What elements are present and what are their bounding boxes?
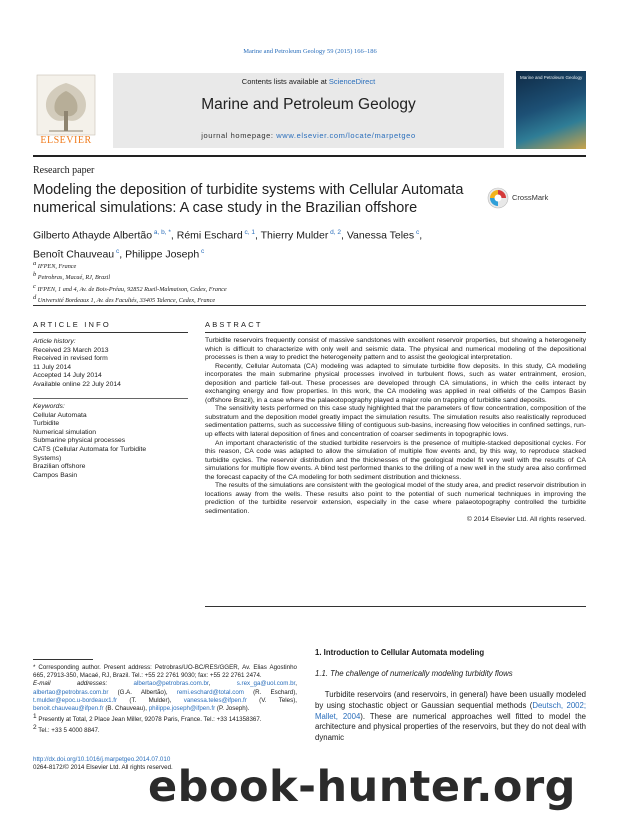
journal-reference[interactable]: Marine and Petroleum Geology 59 (2015) 166–186 [243, 48, 377, 55]
author-separator: , [254, 229, 261, 242]
author-affiliation-mark[interactable]: d, 2 [328, 229, 341, 236]
history-list [33, 347, 188, 390]
journal-title: Marine and Petroleum Geology [201, 96, 416, 113]
history-item: Available online 22 July 2014 [33, 380, 121, 388]
keyword-item: Brazilian offshore [33, 463, 86, 471]
keyword-item: Systems) [33, 454, 62, 462]
citation-link[interactable]: Deutsch, 2002; Mallet, 2004 [315, 700, 586, 721]
email-addresses [33, 680, 297, 713]
email-link[interactable]: benoit.chauveau@ifpen.fr [33, 705, 104, 713]
paper-type: Research paper [33, 165, 95, 176]
abstract-paragraphs [205, 337, 586, 516]
author-name[interactable]: Gilberto Athayde Albertão [33, 229, 153, 242]
affiliation-text: Petrobras, Macaé, RJ, Brazil [36, 274, 111, 282]
email-owner: (P. Joseph). [215, 705, 250, 713]
homepage-link[interactable]: www.elsevier.com/locate/marpetgeo [276, 131, 416, 140]
footnote-1: $^1$ Presently at Total, 2 Place Jean Miller, 92078 Paris, France. Tel.: +33 141358367. [33, 713, 262, 724]
crossmark-badge[interactable] [487, 187, 587, 209]
author-name[interactable]: Benoît Chauveau [33, 248, 115, 260]
author-name[interactable]: Thierry Mulder [260, 229, 329, 242]
article-info-heading: ARTICLE INFO [33, 320, 111, 329]
intro-text-before: Turbidite reservoirs (and reservoirs, in general) have been usually modeled by using stochastic object or Gaussian sequential methods ( [315, 690, 586, 710]
footnote-1-text: Presently at Total, 2 Place Jean Miller, 92078 Paris, France. Tel.: +33 141358367. [38, 716, 262, 724]
email-owner: , [208, 680, 237, 688]
email-link[interactable]: t.mulder@epoc.u-bordeaux1.fr [33, 696, 118, 704]
homepage-prefix: journal homepage: [201, 131, 277, 140]
author-affiliation-mark[interactable]: c [114, 247, 120, 255]
affiliation-mark: a [33, 260, 37, 267]
abstract-body [205, 337, 586, 525]
affiliation-item [33, 283, 586, 294]
author-affiliation-mark[interactable]: c [414, 229, 420, 236]
affiliation-mark: b [33, 271, 37, 279]
email-link[interactable]: vanessa.teles@ifpen.fr [183, 696, 247, 704]
author-list [33, 225, 586, 262]
author-name[interactable]: Rémi Eschard [176, 229, 243, 242]
abstract-paragraph: The sensitivity tests performed on this case study highlighted that the parameters of flow concentration, composition of the substratum and the deposition model greatly impact the simulation results. The simulation results also realistically reproduced sedimentation patterns, such as successive filling of contiguous sub-basins, increasing flow velocities in confined settings, run-up effects with lateral deposition of fines and concentration of coarser sediments in topographic lows. [205, 405, 586, 439]
keyword-item: Cellular Automata [33, 411, 87, 419]
crossmark-label: CrossMark [512, 193, 549, 202]
abstract-heading: ABSTRACT [205, 320, 263, 329]
intro-paragraph [315, 690, 586, 744]
affiliation-text: Université Bordeaux 1, Av. des Facultés, 33405 Talence, Cedex, France [36, 297, 216, 305]
affiliation-item [33, 260, 586, 271]
affiliation-item [33, 271, 586, 282]
intro-text-after: ). These are numerical approaches well fitted to model the architecture and physical properties of the reservoirs, but they do not deal with dynamic [315, 711, 586, 743]
email-owner: (R. Eschard), [243, 688, 297, 696]
keyword-item: Turbidite [33, 420, 60, 428]
abstract-divider [205, 332, 586, 333]
keyword-item: Numerical simulation [33, 428, 97, 436]
abstract-bottom-divider [205, 606, 586, 607]
author-name[interactable]: Philippe Joseph [125, 248, 200, 260]
abstract-paragraph: Recently, Cellular Automata (CA) modeling was adapted to simulate turbidite flow deposits. In this study, CA modeling incorporates the main submarine physical processes involved in turbulent flows, such as water entrainment, erosion, deposition and particle fall-out. These processes are developed through CA simulations, in which the cells interact by exchanging energy and flow properties. In this work, the CA modeling was applied in real oilfields of the Campos Basin (offshore Brazil), in a case where the palaeotopography played a major role on trapping of turbidite sand deposits. [205, 362, 586, 404]
footnote-2: $^2$ Tel.: +33 5 4000 8847. [33, 724, 100, 735]
affiliation-mark: d [33, 294, 37, 302]
email-link[interactable]: albertao@petrobras.com.br [33, 688, 109, 696]
abstract-paragraph: An important characteristic of the studied turbidite reservoirs is the presence of multiple-stacked depositional cycles. For this reason, CA code was adapted to allow the simulation of multiple flow events and, by this way, to reproduce stacked turbidite cycles. The reservoir distribution and the thicknesses of the geological model fit very well with the results of CA simulations for multiple flow events. A blind test performed thanks to the drilling of a new well in the study area also confirmed the forecast capacity of the CA modeling for both sediment distribution and thickness. [205, 439, 586, 481]
email-link[interactable]: albertao@petrobras.com.br [133, 680, 209, 688]
author-separator: , [170, 229, 177, 242]
sciencedirect-link[interactable]: ScienceDirect [328, 77, 376, 86]
history-item: 11 July 2014 [33, 363, 72, 371]
footnote-divider [33, 659, 93, 660]
crossmark-icon [487, 187, 509, 209]
issn-line: 0264-8172/© 2014 Elsevier Ltd. All rights reserved. [33, 764, 173, 772]
contents-line [113, 77, 504, 86]
keyword-list [33, 412, 188, 481]
elsevier-wordmark: ELSEVIER [40, 135, 92, 146]
author-name[interactable]: Vanessa Teles [346, 229, 415, 242]
article-info-divider [33, 332, 188, 333]
email-owner: (T. Mulder), [117, 696, 184, 704]
header-divider [33, 155, 586, 157]
abstract-paragraph: Turbidite reservoirs frequently consist of massive sandstones with excellent reservoir properties, but showing a heterogeneity which is difficult to characterize with only well and seismic data. The physical and numerical modeling of the depositional processes is then a way to predict the heterogeneity pattern and to assist the geological interpretation. [205, 337, 586, 362]
email-label: E-mail addresses: [33, 680, 134, 688]
history-item: Received 23 March 2013 [33, 346, 109, 354]
corresponding-author-note: * Corresponding author. Present address: Petrobras/UO-BC/RES/GGER, Av. Elias Agostinho 665, 27913-350, Macaé, RJ, Brazil. Tel.: +55 22 2761 9030; fax: +55 22 2761 2474. [33, 664, 297, 680]
keyword-item: Submarine physical processes [33, 437, 126, 445]
cover-title: Marine and Petroleum Geology [520, 75, 583, 80]
elsevier-logo [33, 73, 99, 151]
author-separator: , [340, 229, 347, 242]
journal-cover-image [516, 71, 586, 149]
author-affiliation-mark[interactable]: c, 1 [242, 229, 255, 236]
article-history [33, 338, 188, 390]
email-owner: (G.A. Albertão), [108, 688, 177, 696]
affiliation-text: IFPEN, France [36, 263, 77, 271]
email-owner: (B. Chauveau), [103, 705, 149, 713]
abstract-paragraph: The results of the simulations are consistent with the geological model of the study area, and predict reservoir distribution in locations away from the wells. These results also point to the potential of such numerical techniques in improving the prediction of the turbidite reservoir extension, especially in the case where palaeotopography controlled the turbidite sedimentation. [205, 482, 587, 515]
section-heading-introduction: 1. Introduction to Cellular Automata modeling [315, 648, 485, 657]
email-owner: , [295, 680, 297, 688]
keyword-item: CATS (Cellular Automata for Turbidite [33, 445, 147, 453]
journal-homepage [113, 131, 504, 140]
affiliation-text: IFPEN, 1 and 4, Av. de Bois-Préau, 92852 Rueil-Malmaison, Cedex, France [35, 286, 227, 293]
author-affiliation-mark[interactable]: c [199, 247, 205, 255]
affiliation-divider [33, 305, 586, 306]
history-item: Accepted 14 July 2014 [33, 372, 102, 380]
keyword-item: Campos Basin [33, 471, 78, 479]
author-separator: , [419, 229, 423, 242]
email-link[interactable]: s.rex_ga@uol.com.br [236, 680, 296, 688]
watermark: ebook-hunter.org [148, 762, 576, 812]
affiliation-list [33, 260, 586, 306]
history-item: Received in revised form [33, 355, 108, 363]
footnote-2-text: Tel.: +33 5 4000 8847. [38, 727, 100, 735]
author-separator: , [119, 248, 126, 260]
paper-title: Modeling the deposition of turbidite systems with Cellular Automata numerical simulations: A case study in the Brazilian offshore [33, 182, 464, 216]
doi-link[interactable]: http://dx.doi.org/10.1016/j.marpetgeo.2014.07.010 [33, 756, 171, 763]
author-affiliation-mark[interactable]: a, b, * [152, 229, 171, 236]
email-link[interactable]: remi.eschard@total.com [176, 688, 244, 696]
contents-prefix: Contents lists available at [241, 77, 329, 86]
subsection-heading: 1.1. The challenge of numerically modeling turbidity flows [315, 669, 513, 678]
keywords-divider [33, 398, 188, 399]
affiliation-mark: c [33, 282, 36, 290]
footnotes [33, 664, 297, 736]
email-link[interactable]: philippe.joseph@ifpen.fr [148, 705, 216, 713]
email-owner: (V. Teles), [246, 696, 297, 704]
keywords-block [33, 403, 188, 480]
keywords-label: Keywords: [33, 403, 65, 410]
history-label: Article history: [33, 338, 76, 345]
abstract-copyright: © 2014 Elsevier Ltd. All rights reserved. [466, 516, 586, 524]
